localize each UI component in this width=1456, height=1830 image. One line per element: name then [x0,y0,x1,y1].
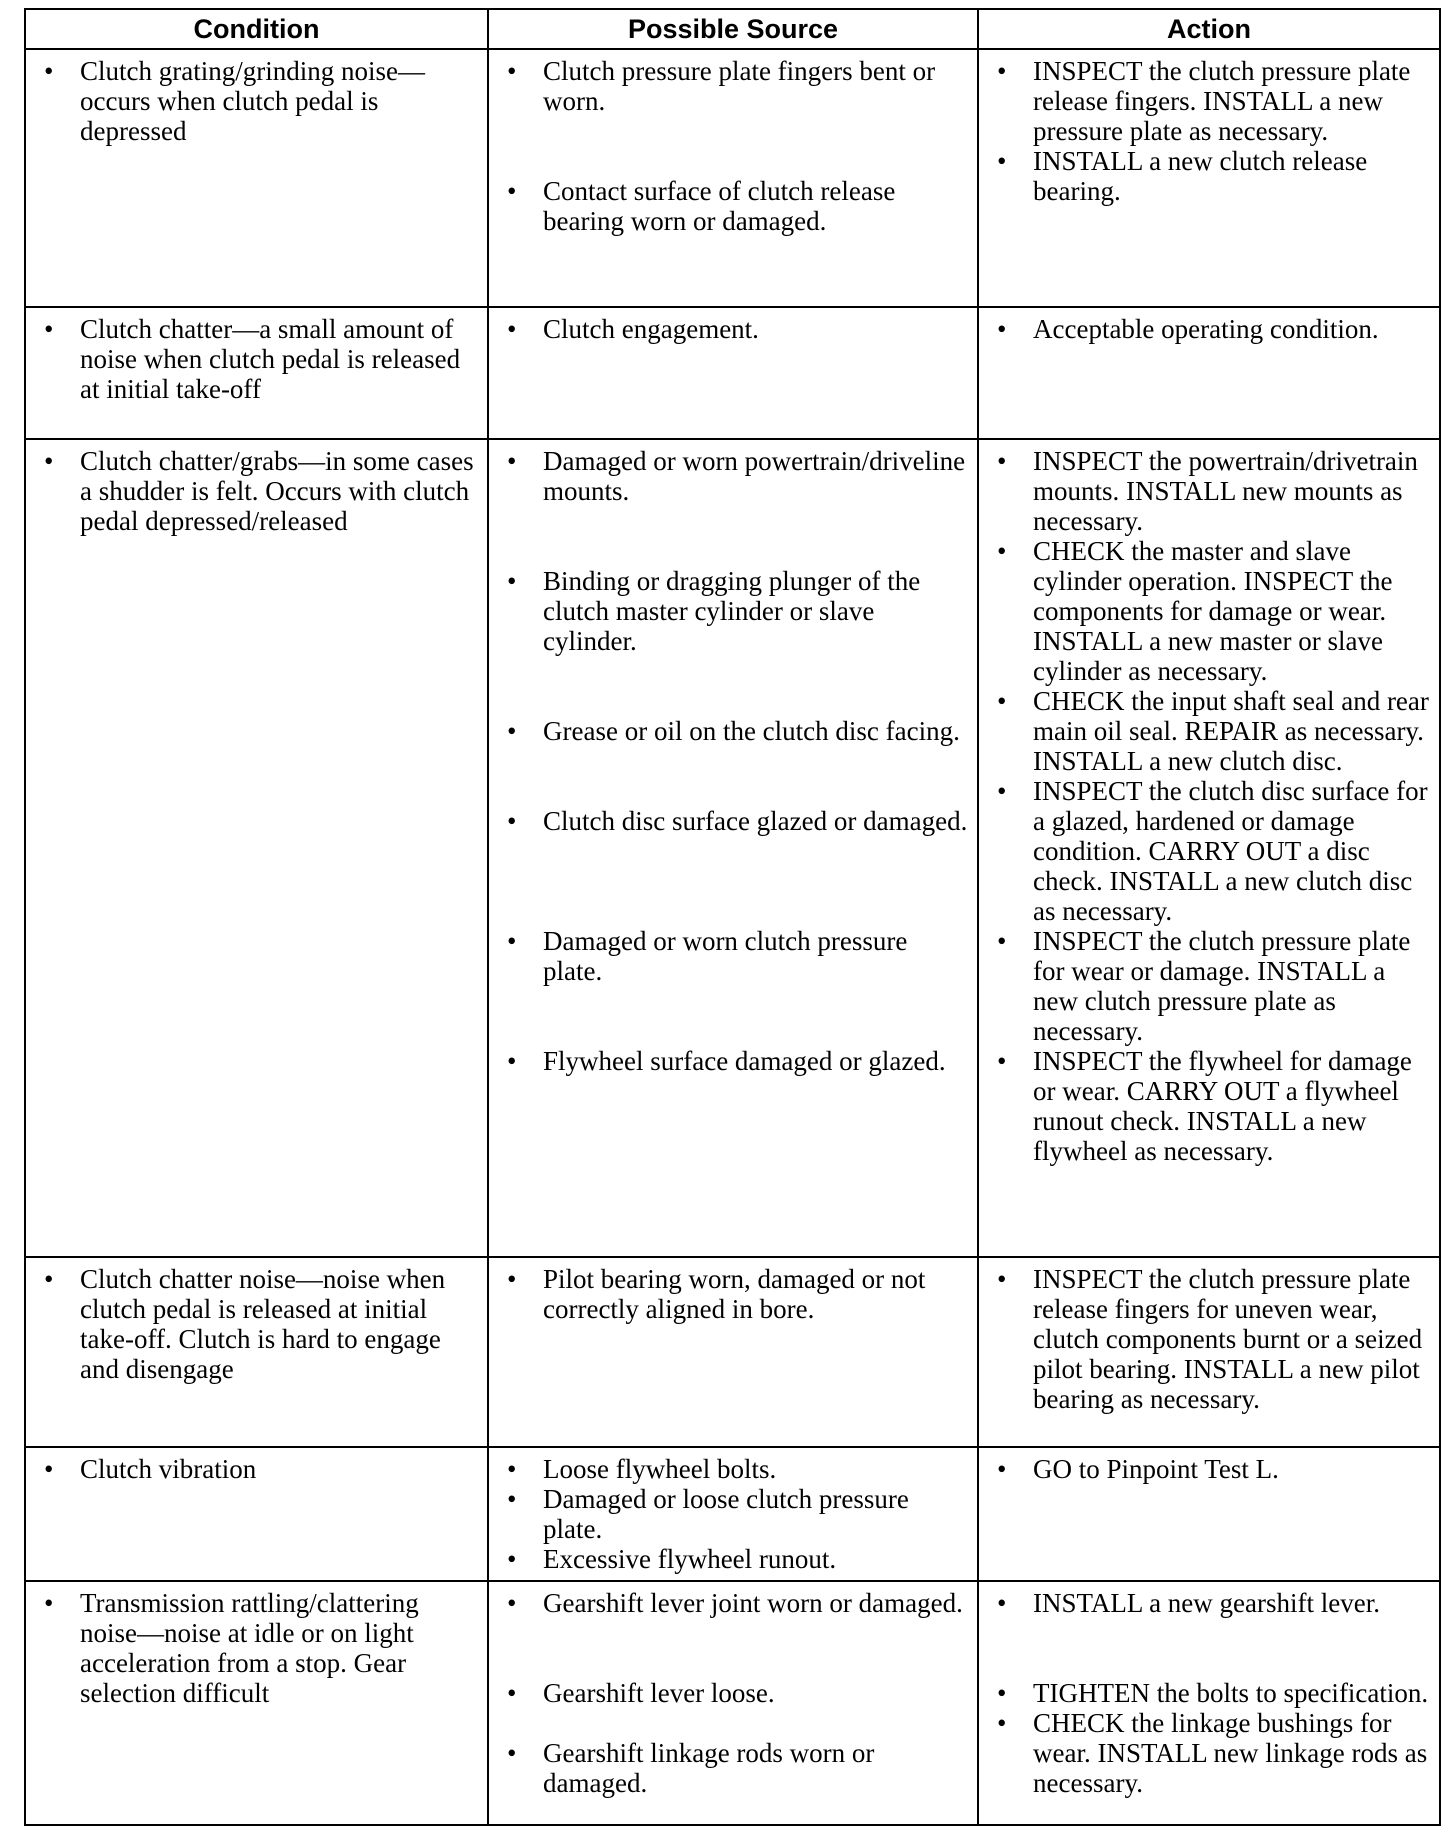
action-item: • INSPECT the clutch pressure plate release fingers for uneven wear, clutch components burnt or a seized pilot bearing. INSTALL a new pilot bearing as necessary. [989,1264,1433,1414]
action-item: • CHECK the input shaft seal and rear main oil seal. REPAIR as necessary. INSTALL a new clutch disc. [989,686,1433,776]
source-item: • Excessive flywheel runout. [499,1544,971,1574]
source-item: • Gearshift lever joint worn or damaged. [499,1588,971,1618]
table-row [25,1447,1440,1581]
source-item: • Pilot bearing worn, damaged or not correctly aligned in bore. [499,1264,971,1324]
source-cell [488,1581,978,1825]
action-cell [978,307,1440,439]
table-header-row [25,9,1440,49]
table-row [25,1581,1440,1825]
source-cell [488,439,978,1257]
action-item: • CHECK the linkage bushings for wear. INSTALL new linkage rods as necessary. [989,1708,1433,1798]
condition-text: • Clutch chatter—a small amount of noise when clutch pedal is released at initial take-off [36,314,481,404]
header-possible-source: Possible Source [488,9,978,49]
source-item: • Flywheel surface damaged or glazed. [499,1046,971,1076]
action-item: • INSPECT the flywheel for damage or wear. CARRY OUT a flywheel runout check. INSTALL a new flywheel as necessary. [989,1046,1433,1166]
condition-cell [25,1581,488,1825]
source-item: • Gearshift lever loose. [499,1678,971,1708]
condition-text: • Clutch chatter/grabs—in some cases a shudder is felt. Occurs with clutch pedal depressed/released [36,446,481,536]
action-item: • INSPECT the clutch pressure plate for wear or damage. INSTALL a new clutch pressure plate as necessary. [989,926,1433,1046]
action-item: • INSTALL a new clutch release bearing. [989,146,1433,206]
source-item: • Damaged or worn powertrain/driveline mounts. [499,446,971,506]
action-cell [978,1581,1440,1825]
condition-cell [25,307,488,439]
source-cell [488,49,978,307]
source-item: • Clutch disc surface glazed or damaged. [499,806,971,836]
source-item: • Damaged or worn clutch pressure plate. [499,926,971,986]
condition-cell [25,1257,488,1447]
action-cell [978,1257,1440,1447]
source-item: • Damaged or loose clutch pressure plate. [499,1484,971,1544]
action-item: • INSTALL a new gearshift lever. [989,1588,1433,1618]
source-item: • Contact surface of clutch release bearing worn or damaged. [499,176,971,236]
condition-text: • Transmission rattling/clattering noise—noise at idle or on light acceleration from a stop. Gear selection difficult [36,1588,481,1708]
action-item: • Acceptable operating condition. [989,314,1433,344]
action-cell [978,1447,1440,1581]
table-row [25,439,1440,1257]
condition-text: • Clutch chatter noise—noise when clutch pedal is released at initial take-off. Clutch is hard to engage and disengage [36,1264,481,1384]
condition-cell [25,49,488,307]
source-cell [488,1257,978,1447]
condition-text: • Clutch grating/grinding noise—occurs when clutch pedal is depressed [36,56,481,146]
source-item: • Loose flywheel bolts. [499,1454,971,1484]
condition-cell [25,439,488,1257]
condition-cell [25,1447,488,1581]
action-item: • INSPECT the powertrain/drivetrain mounts. INSTALL new mounts as necessary. [989,446,1433,536]
source-item: • Grease or oil on the clutch disc facing. [499,716,971,746]
action-cell [978,439,1440,1257]
source-cell [488,307,978,439]
header-action: Action [978,9,1440,49]
diagnosis-table [24,8,1441,1826]
source-cell [488,1447,978,1581]
table-row [25,307,1440,439]
action-item: • INSPECT the clutch disc surface for a glazed, hardened or damage condition. CARRY OUT a disc check. INSTALL a new clutch disc as necessary. [989,776,1433,926]
condition-text: • Clutch vibration [36,1454,481,1484]
source-item: • Clutch pressure plate fingers bent or worn. [499,56,971,116]
source-item: • Binding or dragging plunger of the clutch master cylinder or slave cylinder. [499,566,971,656]
table-row [25,1257,1440,1447]
action-item: • GO to Pinpoint Test L. [989,1454,1433,1484]
action-item: • INSPECT the clutch pressure plate release fingers. INSTALL a new pressure plate as necessary. [989,56,1433,146]
action-item: • TIGHTEN the bolts to specification. [989,1678,1433,1708]
action-cell [978,49,1440,307]
source-item: • Clutch engagement. [499,314,971,344]
source-item: • Gearshift linkage rods worn or damaged. [499,1738,971,1798]
action-item: • CHECK the master and slave cylinder operation. INSPECT the components for damage or wear. INSTALL a new master or slave cylinder as necessary. [989,536,1433,686]
header-condition: Condition [25,9,488,49]
table-row [25,49,1440,307]
